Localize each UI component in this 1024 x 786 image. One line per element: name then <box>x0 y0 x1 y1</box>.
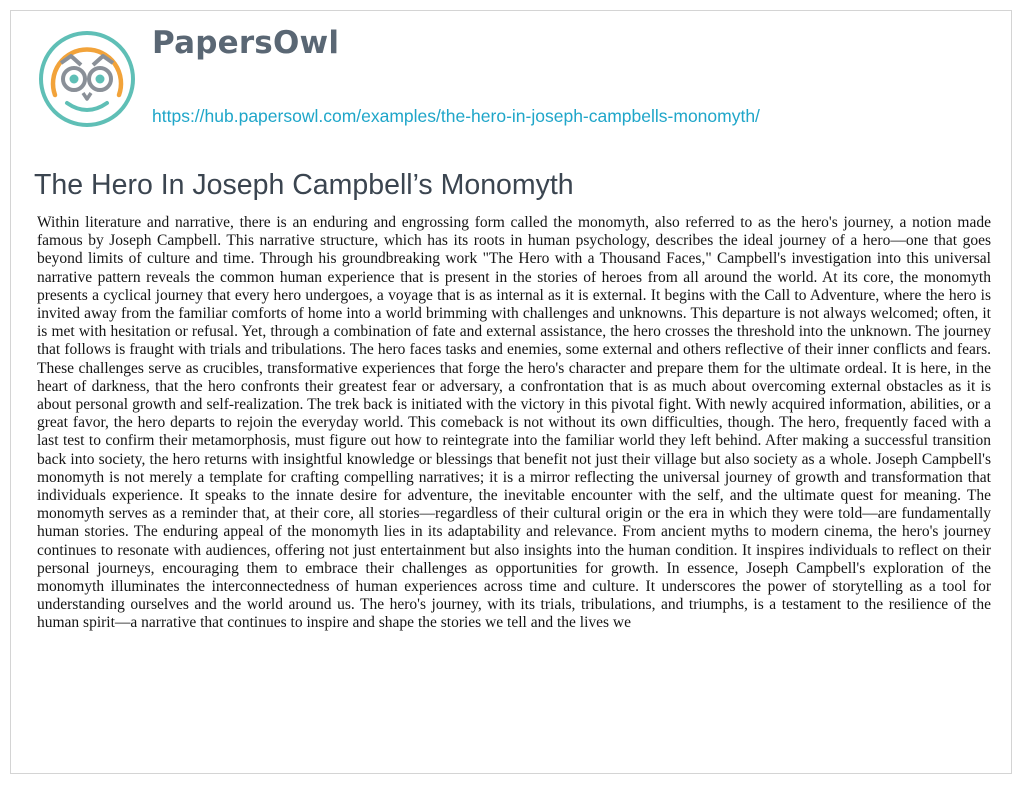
source-url-link[interactable]: https://hub.papersowl.com/examples/the-hero-in-joseph-campbells-monomyth/ <box>152 106 760 126</box>
brand-name: PapersOwl <box>152 25 340 61</box>
owl-logo-icon <box>37 29 137 129</box>
document-body: Within literature and narrative, there is an enduring and engrossing form called the monomyth, also referred to as the hero's journey, a notion made famous by Joseph Campbell. This narrative structure, which has its roots in human psychology, describes the ideal journey of a hero—one that goes beyond limits of culture and time. Through his groundbreaking work "The Hero with a Thousand Faces," Campbell's investigation into this universal narrative pattern reveals the common human experience that is present in the stories of heroes from all around the world. At its core, the monomyth presents a cyclical journey that every hero undergoes, a voyage that is as internal as it is external. It begins with the Call to Adventure, where the hero is invited away from the familiar comforts of home into a world brimming with challenges and unknowns. This departure is not always welcomed; often, it is met with hesitation or refusal. Yet, through a combination of fate and external assistance, the hero crosses the threshold into the unknown. The journey that follows is fraught with trials and tribulations. The hero faces tasks and enemies, some external and others reflective of their inner conflicts and fears. These challenges serve as crucibles, transformative experiences that forge the hero's character and prepare them for the ultimate ordeal. It is here, in the heart of darkness, that the hero confronts their greatest fear or adversary, a confrontation that is as much about overcoming external obstacles as it is about personal growth and self-realization. The trek back is initiated with the victory in this pivotal fight. With newly acquired information, abilities, or a great favor, the hero departs to rejoin the everyday world. This comeback is not without its own difficulties, though. The hero, frequently faced with a last test to confirm their metamorphosis, must figure out how to reintegrate into the familiar world they left behind. After making a successful transition back into society, the hero returns with insightful knowledge or blessings that benefit not just their village but also society as a whole. Joseph Campbell's monomyth is not merely a template for crafting compelling narratives; it is a mirror reflecting the universal journey of growth and transformation that individuals experience. It speaks to the innate desire for adventure, the inevitable encounter with the self, and the ultimate quest for meaning. The monomyth serves as a reminder that, at their core, all stories—regardless of their cultural origin or the era in which they were told—are fundamentally human stories. The enduring appeal of the monomyth lies in its adaptability and relevance. From ancient myths to modern cinema, the hero's journey continues to resonate with audiences, offering not just entertainment but also insights into the human condition. It inspires individuals to reflect on their personal journeys, encouraging them to embrace their challenges as opportunities for growth. In essence, Joseph Campbell's exploration of the monomyth illuminates the interconnectedness of human experiences across time and culture. It underscores the power of storytelling as a tool for understanding ourselves and the world around us. The hero's journey, with its trials, tribulations, and triumphs, is a testament to the resilience of the human spirit—a narrative that continues to inspire and shape the stories we tell and the lives we <box>37 214 991 632</box>
document-title: The Hero In Joseph Campbell’s Monomyth <box>34 169 574 201</box>
header <box>37 25 997 139</box>
